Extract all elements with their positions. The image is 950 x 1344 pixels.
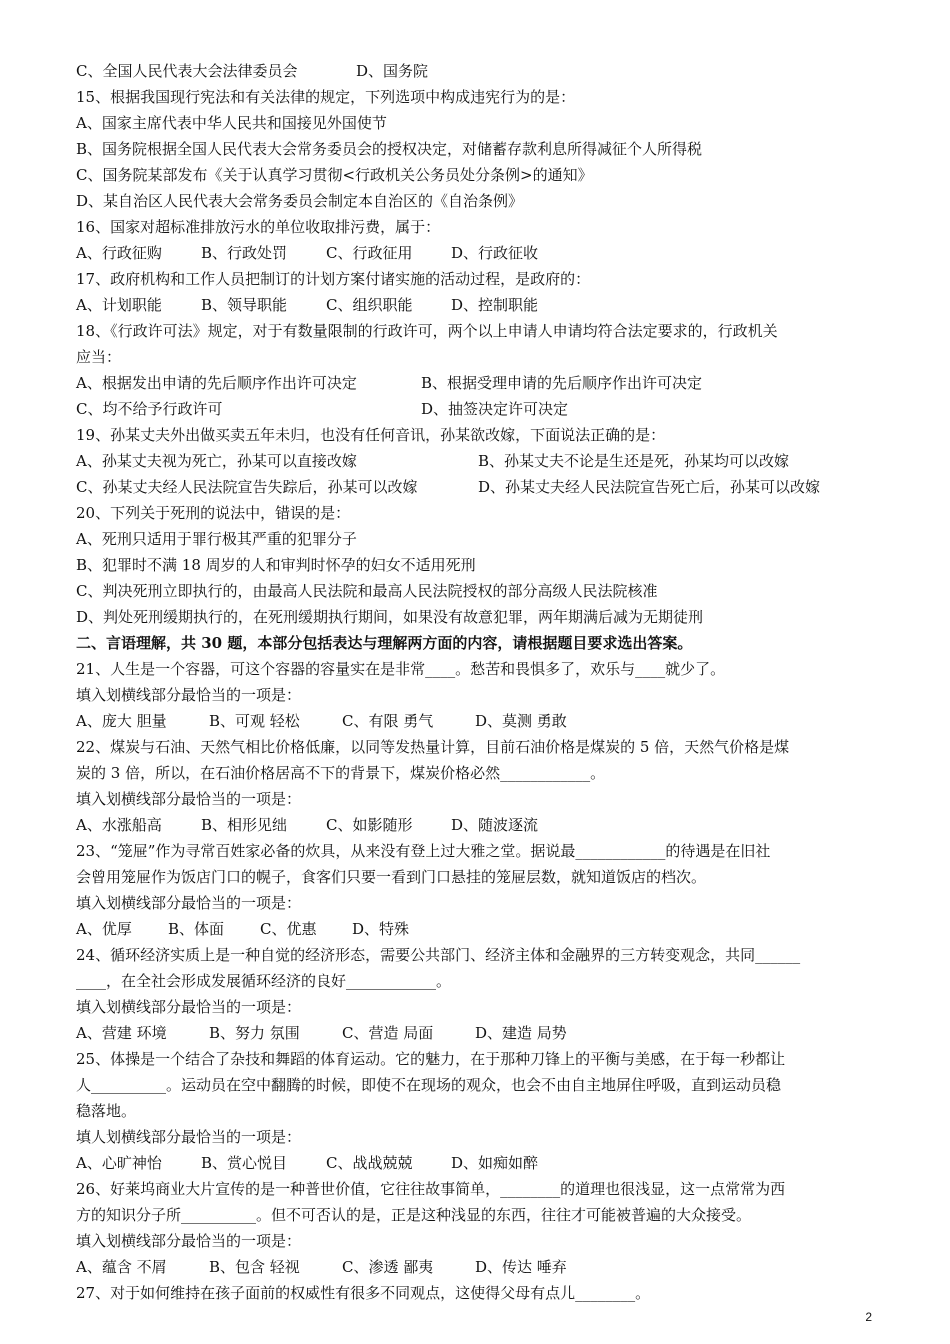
option-item: C、全国人民代表大会法律委员会	[76, 62, 298, 80]
option-row	[76, 240, 886, 266]
option-row	[76, 708, 886, 734]
option-item: D、建造 局势	[475, 1024, 567, 1042]
option-item: A、行政征购	[76, 244, 162, 262]
text-line: 炭的 3 倍，所以，在石油价格居高不下的背景下，煤炭价格必然____________。	[76, 764, 606, 782]
text-line: D、某自治区人民代表大会常务委员会制定本自治区的《自治条例》	[76, 192, 524, 210]
option-item: D、控制职能	[451, 296, 539, 314]
option-item: C、组织职能	[326, 296, 413, 314]
text-line: 15、根据我国现行宪法和有关法律的规定，下列选项中构成违宪行为的是：	[76, 88, 576, 106]
text-line: 23、“笼屉”作为寻常百姓家必备的炊具，从来没有登上过大雅之堂。据说最____________的待遇是在旧社	[76, 842, 771, 860]
option-item: C、孙某丈夫经人民法院宣告失踪后，孙某可以改嫁	[76, 478, 418, 496]
text-line: 22、煤炭与石油、天然气相比价格低廉，以同等发热量计算，目前石油价格是煤炭的 5 倍，天然气价格是煤	[76, 738, 790, 756]
text-line: C、国务院某部发布《关于认真学习贯彻<行政机关公务员处分条例>的通知》	[76, 166, 593, 184]
option-row	[76, 1254, 886, 1280]
option-item: A、计划职能	[76, 296, 162, 314]
option-row	[76, 58, 886, 84]
text-line: 20、下列关于死刑的说法中，错误的是：	[76, 504, 351, 522]
option-row	[76, 448, 886, 474]
text-line: 填入划横线部分最恰当的一项是：	[76, 1232, 302, 1250]
text-line: 应当：	[76, 348, 122, 366]
option-row	[76, 370, 886, 396]
option-item: A、孙某丈夫视为死亡，孙某可以直接改嫁	[76, 452, 357, 470]
document-body	[76, 58, 886, 1306]
text-line: B、国务院根据全国人民代表大会常务委员会的授权决定，对储蓄存款利息所得减征个人所得税	[76, 140, 703, 158]
option-item: C、渗透 鄙夷	[342, 1258, 434, 1276]
text-line: 方的知识分子所__________。但不可否认的是，正是这种浅显的东西，往往才可能被普遍的大众接受。	[76, 1206, 752, 1224]
text-line: A、国家主席代表中华人民共和国接见外国使节	[76, 114, 387, 132]
text-line: 会曾用笼屉作为饭店门口的幌子，食客们只要一看到门口悬挂的笼屉层数，就知道饭店的档次。	[76, 868, 707, 886]
text-line: B、犯罪时不满 18 周岁的人和审判时怀孕的妇女不适用死刑	[76, 556, 476, 574]
option-item: B、努力 氛围	[209, 1024, 300, 1042]
option-item: C、有限 勇气	[342, 712, 434, 730]
option-item: A、水涨船高	[76, 816, 162, 834]
option-item: C、营造 局面	[342, 1024, 434, 1042]
text-line: 27、对于如何维持在孩子面前的权威性有很多不同观点，这使得父母有点儿________。	[76, 1284, 651, 1302]
page-number: 2	[865, 1310, 872, 1324]
option-item: B、根据受理申请的先后顺序作出许可决定	[421, 374, 703, 392]
text-line: 24、循环经济实质上是一种自觉的经济形态，需要公共部门、经济主体和金融界的三方转变观念，共同______	[76, 946, 801, 964]
option-item: D、国务院	[356, 62, 429, 80]
option-item: D、传达 唾弃	[475, 1258, 567, 1276]
text-line: 填入划横线部分最恰当的一项是：	[76, 790, 302, 808]
option-item: D、抽签决定许可决定	[421, 400, 569, 418]
text-line: 填人划横线部分最恰当的一项是：	[76, 1128, 302, 1146]
text-line: 填入划横线部分最恰当的一项是：	[76, 894, 302, 912]
option-item: C、战战兢兢	[326, 1154, 413, 1172]
option-item: D、莫测 勇敢	[475, 712, 567, 730]
option-item: A、庞大 胆量	[76, 712, 167, 730]
text-line: ____，在全社会形成发展循环经济的良好____________。	[76, 972, 452, 990]
option-item: B、可观 轻松	[209, 712, 300, 730]
option-item: A、优厚	[76, 920, 132, 938]
option-row	[76, 292, 886, 318]
option-item: B、孙某丈夫不论是生还是死，孙某均可以改嫁	[478, 452, 790, 470]
option-item: A、营建 环境	[76, 1024, 167, 1042]
option-item: B、领导职能	[201, 296, 288, 314]
option-item: D、孙某丈夫经人民法院宣告死亡后，孙某可以改嫁	[478, 478, 821, 496]
text-line: 填入划横线部分最恰当的一项是：	[76, 998, 302, 1016]
option-item: D、如痴如醉	[451, 1154, 539, 1172]
section-heading: 二、言语理解，共 30 题，本部分包括表达与理解两方面的内容，请根据题目要求选出答案。	[76, 634, 693, 652]
option-item: B、包含 轻视	[209, 1258, 300, 1276]
text-line: C、判决死刑立即执行的，由最高人民法院和最高人民法院授权的部分高级人民法院核准	[76, 582, 658, 600]
text-line: 21、人生是一个容器，可这个容器的容量实在是非常____。愁苦和畏惧多了，欢乐与____就少了。	[76, 660, 726, 678]
text-line: 18、《行政许可法》规定，对于有数量限制的行政许可，两个以上申请人申请均符合法定要求的，行政机关	[76, 322, 778, 340]
text-line: 稳落地。	[76, 1102, 137, 1120]
text-line: 16、国家对超标准排放污水的单位收取排污费，属于：	[76, 218, 441, 236]
option-item: A、根据发出申请的先后顺序作出许可决定	[76, 374, 357, 392]
option-row	[76, 1020, 886, 1046]
option-item: C、均不给予行政许可	[76, 400, 223, 418]
text-line: D、判处死刑缓期执行的，在死刑缓期执行期间，如果没有故意犯罪，两年期满后减为无期徒刑	[76, 608, 704, 626]
option-item: C、优惠	[260, 920, 317, 938]
text-line: A、死刑只适用于罪行极其严重的犯罪分子	[76, 530, 357, 548]
option-row	[76, 916, 886, 942]
option-item: A、心旷神怡	[76, 1154, 162, 1172]
option-row	[76, 812, 886, 838]
text-line: 17、政府机构和工作人员把制订的计划方案付诸实施的活动过程，是政府的：	[76, 270, 591, 288]
option-item: A、蕴含 不屑	[76, 1258, 167, 1276]
text-line: 填入划横线部分最恰当的一项是：	[76, 686, 302, 704]
option-item: C、行政征用	[326, 244, 413, 262]
option-item: B、行政处罚	[201, 244, 288, 262]
option-row	[76, 396, 886, 422]
option-item: B、赏心悦目	[201, 1154, 288, 1172]
option-item: C、如影随形	[326, 816, 413, 834]
option-item: D、特殊	[352, 920, 410, 938]
option-item: D、随波逐流	[451, 816, 539, 834]
option-row	[76, 1150, 886, 1176]
text-line: 26、好莱坞商业大片宣传的是一种普世价值，它往往故事简单，________的道理也很浅显，这一点常常为西	[76, 1180, 786, 1198]
text-line: 人__________。运动员在空中翻腾的时候，即使不在现场的观众，也会不由自主地屏住呼吸，直到运动员稳	[76, 1076, 782, 1094]
option-row	[76, 474, 886, 500]
option-item: B、相形见绌	[201, 816, 288, 834]
option-item: D、行政征收	[451, 244, 539, 262]
text-line: 25、体操是一个结合了杂技和舞蹈的体育运动。它的魅力，在于那种刀锋上的平衡与美感，在于每一秒都让	[76, 1050, 786, 1068]
text-line: 19、孙某丈夫外出做买卖五年未归，也没有任何音讯，孙某欲改嫁，下面说法正确的是：	[76, 426, 666, 444]
option-item: B、体面	[168, 920, 225, 938]
